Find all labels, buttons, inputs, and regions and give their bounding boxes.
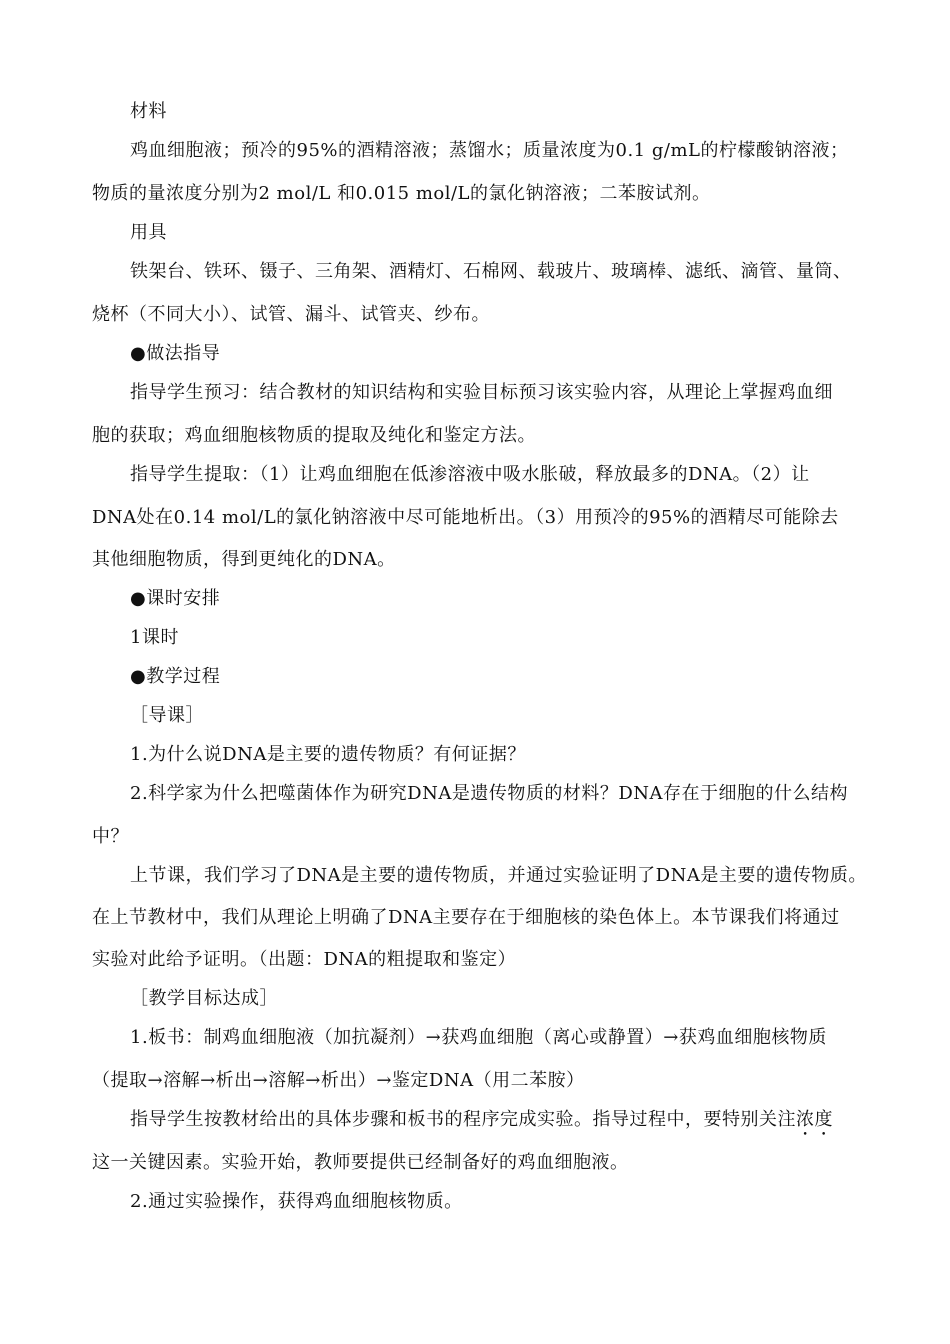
intro-heading: ［导课］ [130, 705, 204, 726]
paragraph-line-2: 在上节教材中，我们从理论上明确了DNA主要存在于细胞核的染色体上。本节课我们将通过 [92, 907, 840, 928]
emphasized-term: 浓度 [796, 1109, 833, 1130]
method-heading: ●做法指导 [130, 343, 221, 364]
paragraph-line-3: 实验对此给予证明。（出题：DNA的粗提取和鉴定） [92, 949, 517, 970]
process-heading: ●教学过程 [130, 666, 221, 687]
tools-heading: 用具 [130, 222, 167, 243]
tools-line-1: 铁架台、铁环、镊子、三角架、酒精灯、石棉网、载玻片、玻璃棒、滤纸、滴管、量筒、 [130, 261, 852, 282]
paragraph-line-1: 上节课，我们学习了DNA是主要的遗传物质，并通过实验证明了DNA是主要的遗传物质。 [130, 865, 867, 886]
materials-line-2: 物质的量浓度分别为2 mol/L 和0.015 mol/L的氯化钠溶液；二苯胺试剂。 [92, 183, 711, 204]
extract-line-1: 指导学生提取：（1）让鸡血细胞在低渗溶液中吸水胀破，释放最多的DNA。（2）让 [130, 464, 810, 485]
step-2: 2.通过实验操作，获得鸡血细胞核物质。 [130, 1191, 463, 1212]
question-1: 1.为什么说DNA是主要的遗传物质？有何证据？ [130, 744, 526, 765]
guide-line-1 [130, 1108, 833, 1140]
materials-line-1: 鸡血细胞液；预冷的95%的酒精溶液；蒸馏水；质量浓度为0.1 g/mL的柠檬酸钠溶液； [130, 140, 849, 161]
board-line-2: （提取→溶解→析出→溶解→析出）→鉴定DNA（用二苯胺） [92, 1070, 585, 1091]
schedule-heading: ●课时安排 [130, 588, 221, 609]
question-2-line-2: 中？ [92, 826, 129, 847]
board-line-1: 1.板书：制鸡血细胞液（加抗凝剂）→获鸡血细胞（离心或静置）→获鸡血细胞核物质 [130, 1027, 827, 1048]
question-2-line-1: 2.科学家为什么把噬菌体作为研究DNA是遗传物质的材料？DNA存在于细胞的什么结构 [130, 783, 849, 804]
materials-heading: 材料 [130, 101, 167, 122]
extract-line-2: DNA处在0.14 mol/L的氯化钠溶液中尽可能地析出。（3）用预冷的95%的酒精尽可能除去 [92, 507, 839, 528]
guide-line-1-text: 指导学生按教材给出的具体步骤和板书的程序完成实验。指导过程中，要特别关注 [130, 1109, 796, 1130]
goal-heading: ［教学目标达成］ [130, 988, 278, 1009]
tools-line-2: 烧杯（不同大小）、试管、漏斗、试管夹、纱布。 [92, 304, 490, 325]
preview-line-2: 胞的获取；鸡血细胞核物质的提取及纯化和鉴定方法。 [92, 425, 536, 446]
extract-line-3: 其他细胞物质，得到更纯化的DNA。 [92, 549, 396, 570]
guide-line-2: 这一关键因素。实验开始，教师要提供已经制备好的鸡血细胞液。 [92, 1152, 629, 1173]
schedule-value: 1课时 [130, 627, 179, 648]
preview-line-1: 指导学生预习：结合教材的知识结构和实验目标预习该实验内容，从理论上掌握鸡血细 [130, 382, 833, 403]
